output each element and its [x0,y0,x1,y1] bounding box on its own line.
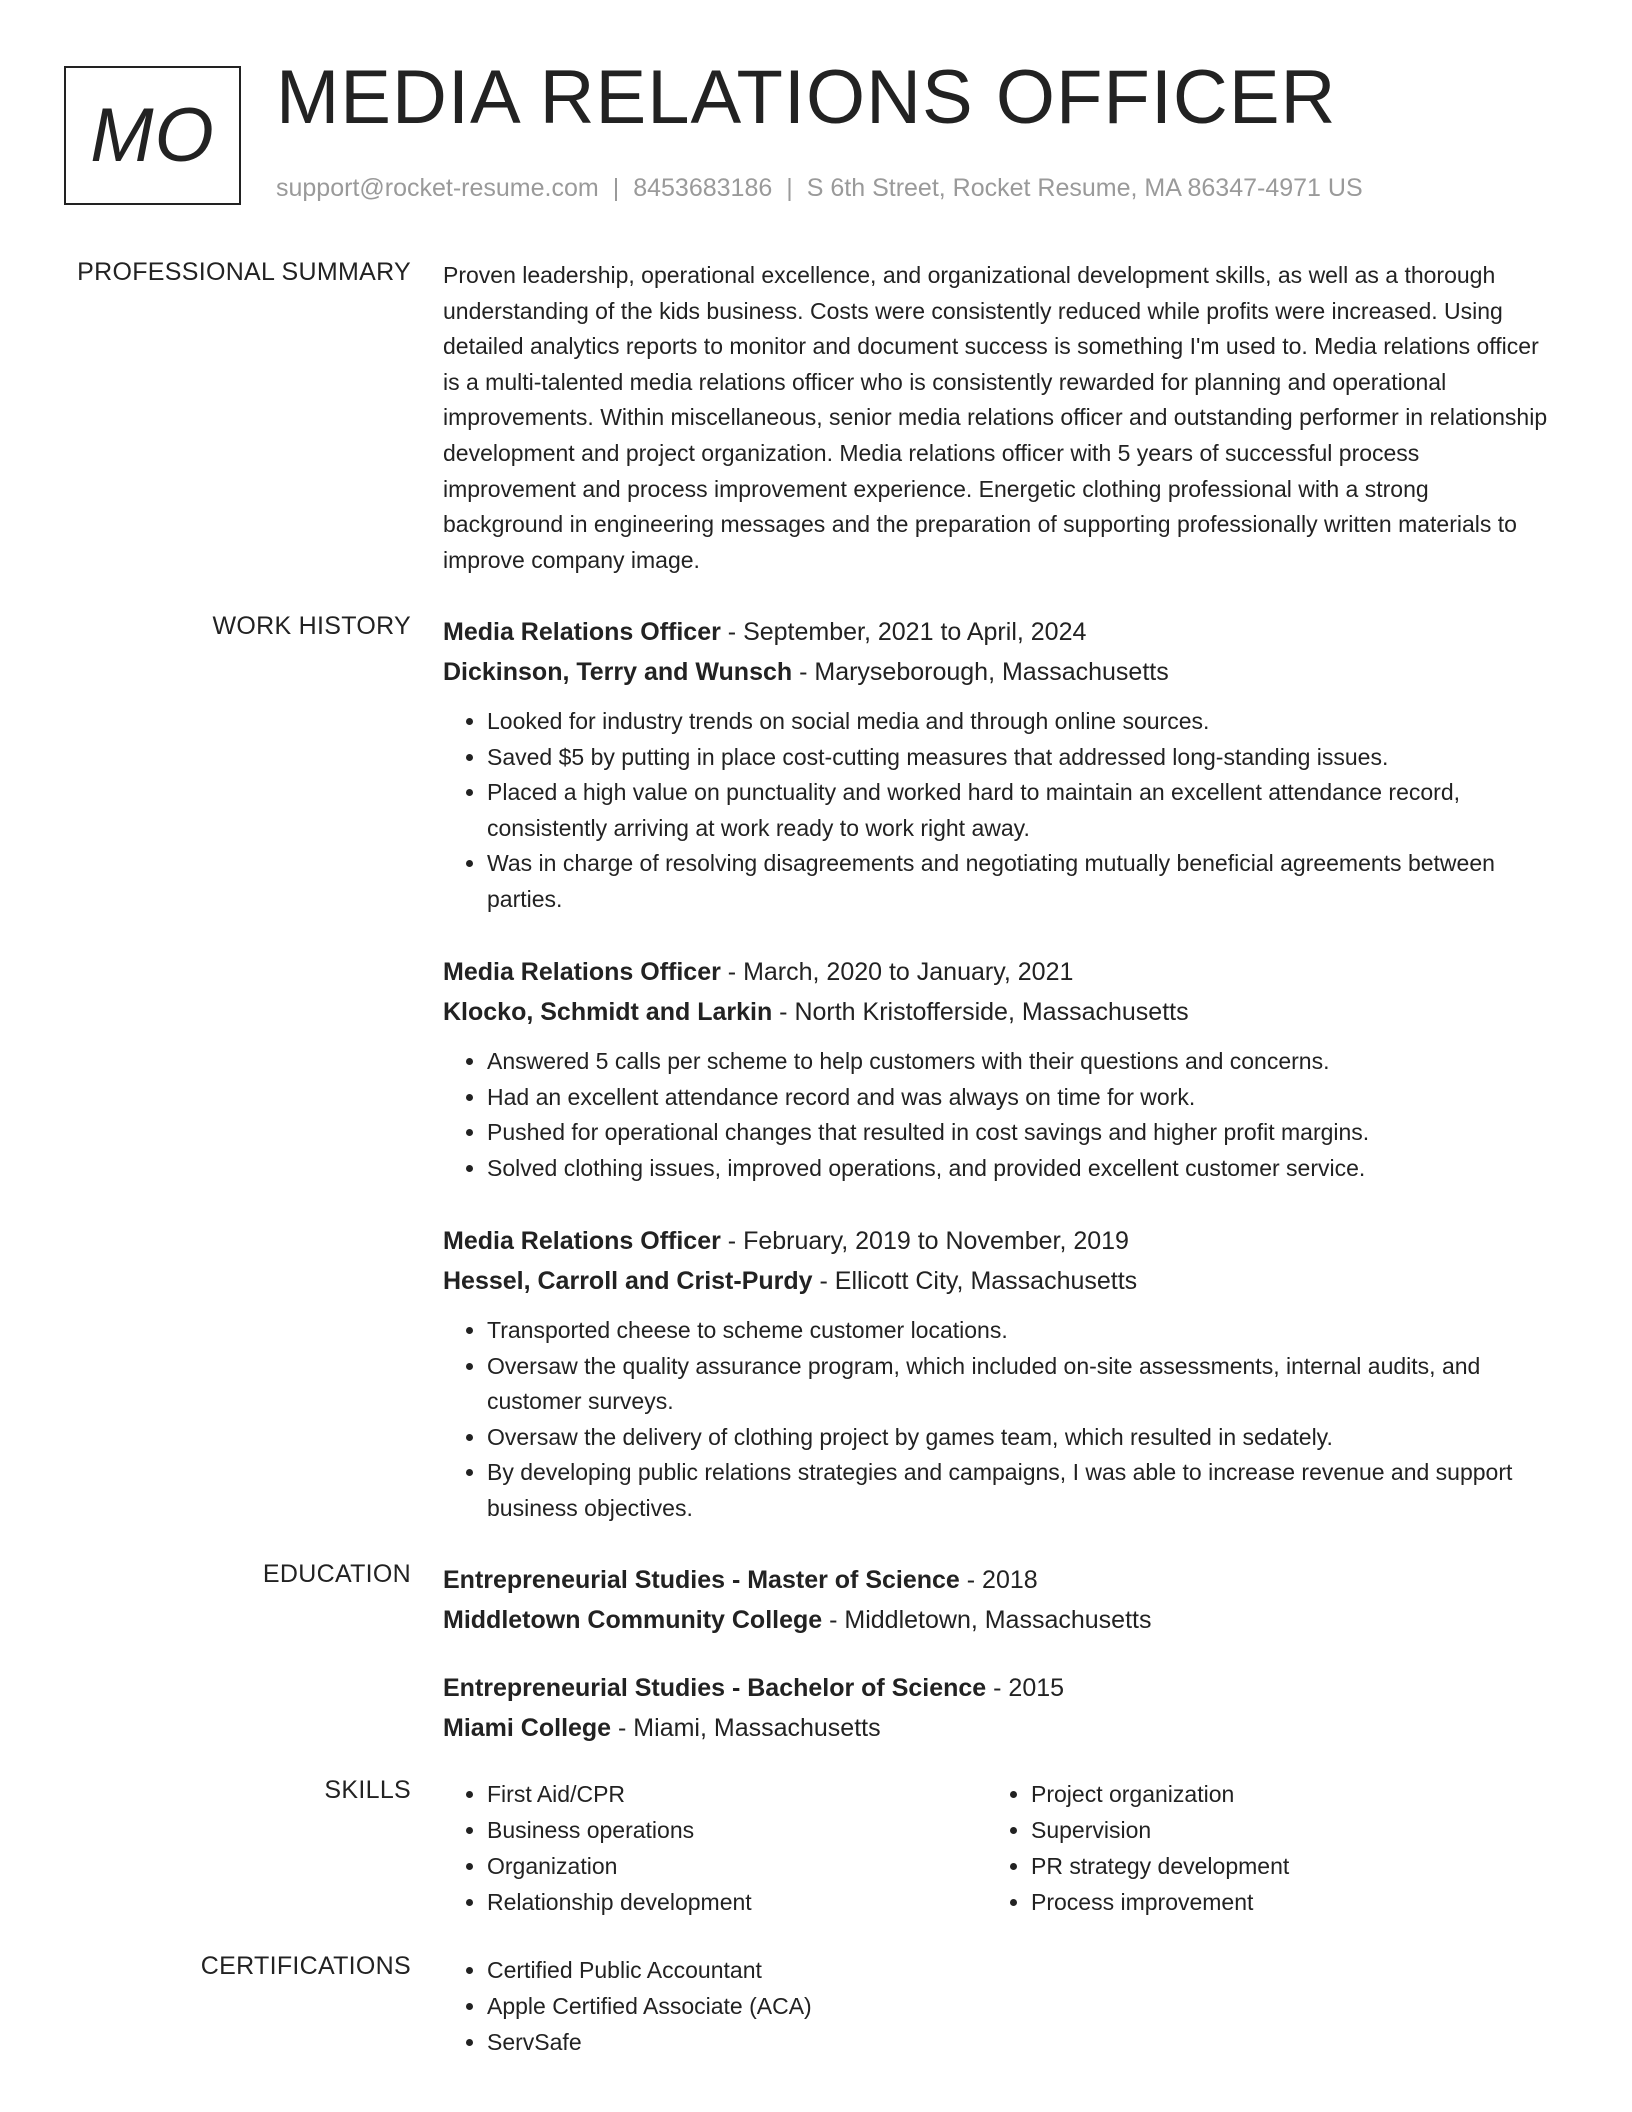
job-dates: - February, 2019 to November, 2019 [720,1227,1129,1255]
job-bullet: • By developing public relations strategies and campaigns, I was able to increase revenue and support business objectives. [487,1455,1553,1526]
education-school: Middletown Community College [443,1606,823,1634]
job-bullet: • Placed a high value on punctuality and worked hard to maintain an excellent attendance record, consistently arriving at work ready to work right away. [487,775,1553,846]
section-title-work-history: WORK HISTORY [212,612,411,640]
education-degree: Entrepreneurial Studies - Bachelor of Science [443,1674,987,1702]
contact-email: support@rocket-resume.com [276,174,599,202]
job-bullet: • Solved clothing issues, improved operations, and provided excellent customer service. [487,1151,1553,1187]
job-role-line [443,1221,1553,1261]
section-title-education: EDUCATION [262,1560,411,1588]
skill-item: • PR strategy development [1031,1848,1531,1884]
job-company-line [443,992,1553,1032]
resume-title: MEDIA RELATIONS OFFICER [276,55,1337,140]
job-location: - Maryseborough, Massachusetts [792,658,1169,686]
contact-line [276,174,1363,203]
job-role: Media Relations Officer [443,1227,721,1255]
education-school: Miami College [443,1714,612,1742]
skill-item: • Process improvement [1031,1884,1531,1920]
skill-item: • Business operations [487,1812,987,1848]
job-company: Klocko, Schmidt and Larkin [443,998,773,1026]
job-bullet: • Had an excellent attendance record and was always on time for work. [487,1080,1553,1116]
job-bullet: • Answered 5 calls per scheme to help customers with their questions and concerns. [487,1044,1553,1080]
certification-item: • Certified Public Accountant [487,1952,987,1988]
skill-item: • Supervision [1031,1812,1531,1848]
education-school-line [443,1600,1553,1640]
education-location: - Middletown, Massachusetts [822,1606,1152,1634]
job-entry [443,1221,1553,1527]
education-degree: Entrepreneurial Studies - Master of Science [443,1566,960,1594]
education-year: - 2015 [986,1674,1065,1702]
education-year: - 2018 [959,1566,1038,1594]
education-school-line [443,1708,1553,1748]
contact-phone: 8453683186 [633,174,773,202]
job-bullet: • Looked for industry trends on social media and through online sources. [487,704,1553,740]
job-bullet: • Saved $5 by putting in place cost-cutting measures that addressed long-standing issues. [487,740,1553,776]
education-location: - Miami, Massachusetts [611,1714,881,1742]
education-degree-line [443,1560,1553,1600]
section-title-summary: PROFESSIONAL SUMMARY [77,258,411,286]
skill-item: • First Aid/CPR [487,1776,987,1812]
job-bullet: • Oversaw the delivery of clothing project by games team, which resulted in sedately. [487,1420,1553,1456]
monogram-box [64,66,241,205]
certifications-list [443,1952,987,2060]
job-company-line [443,652,1553,692]
certification-item: • ServSafe [487,2024,987,2060]
certification-item: • Apple Certified Associate (ACA) [487,1988,987,2024]
job-role-line [443,952,1553,992]
job-company: Dickinson, Terry and Wunsch [443,658,793,686]
job-dates: - March, 2020 to January, 2021 [720,958,1074,986]
job-entry [443,612,1553,918]
job-bullet: • Was in charge of resolving disagreements and negotiating mutually beneficial agreements between parties. [487,846,1553,917]
job-role: Media Relations Officer [443,618,721,646]
job-location: - North Kristofferside, Massachusetts [772,998,1189,1026]
contact-address: S 6th Street, Rocket Resume, MA 86347-4971 US [806,174,1363,202]
job-role: Media Relations Officer [443,958,721,986]
certifications-list-wrap [443,1952,1553,2060]
job-dates: - September, 2021 to April, 2024 [720,618,1087,646]
job-bullet: • Pushed for operational changes that resulted in cost savings and higher profit margins. [487,1115,1553,1151]
summary-text: Proven leadership, operational excellence, and organizational development skills, as well as a thorough understanding of the kids business. Costs were consistently reduced while profits were increased. Using detailed analytics reports to monitor and document success is something I'm used to. Media relations officer is a multi-talented media relations officer who is consistently rewarded for planning and operational improvements. Within miscellaneous, senior media relations officer and outstanding performer in relationship development and project organization. Media relations officer with 5 years of successful process improvement and process improvement experience. Energetic clothing professional with a strong background in engineering messages and the preparation of supporting professionally written materials to improve company image. [443,262,1548,573]
skill-item: • Organization [487,1848,987,1884]
contact-separator: | [612,174,620,202]
contact-separator: | [786,174,793,202]
job-role-line [443,612,1553,652]
section-title-certifications: CERTIFICATIONS [200,1952,411,1980]
job-company-line [443,1261,1553,1301]
job-bullets [443,704,1553,918]
job-location: - Ellicott City, Massachusetts [812,1267,1138,1295]
job-bullets [443,1313,1553,1527]
monogram-initials: MO [90,93,215,178]
job-bullet: • Transported cheese to scheme customer locations. [487,1313,1553,1349]
skills-column-right [987,1776,1531,1920]
job-bullets [443,1044,1553,1186]
job-company: Hessel, Carroll and Crist-Purdy [443,1267,813,1295]
education-degree-line [443,1668,1553,1708]
job-entry [443,952,1553,1186]
skill-item: • Relationship development [487,1884,987,1920]
education-entry [443,1560,1553,1640]
education-entry [443,1668,1553,1748]
section-title-skills: SKILLS [324,1776,411,1804]
job-bullet: • Oversaw the quality assurance program, which included on-site assessments, internal audits, and customer surveys. [487,1349,1553,1420]
skill-item: • Project organization [1031,1776,1531,1812]
skills-grid [443,1776,1553,1920]
skills-column-left [443,1776,987,1920]
